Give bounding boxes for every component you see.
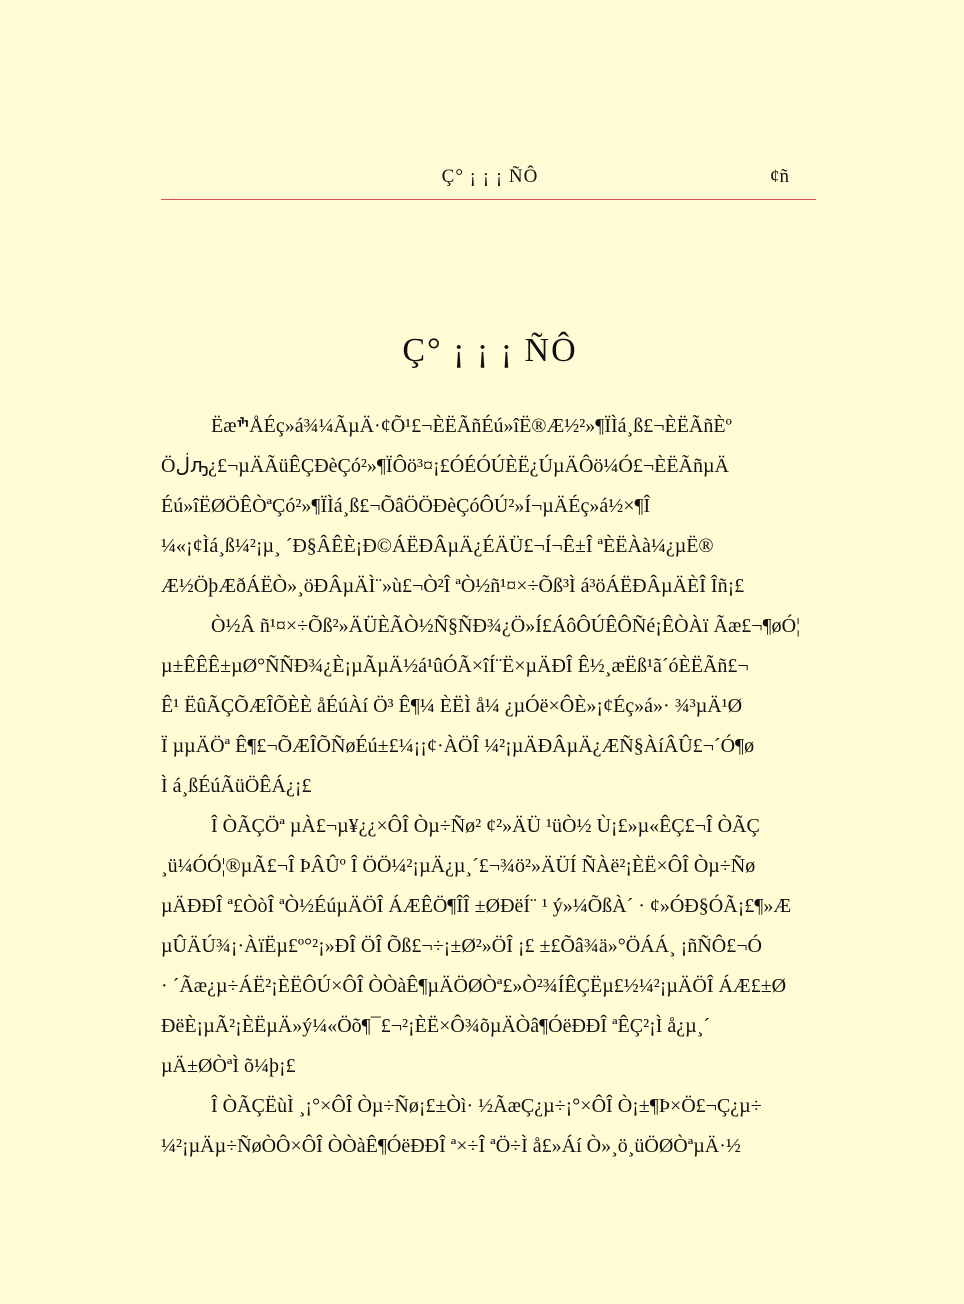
text-line: ¸ü¼ÓÓ¦®µÃ£¬Î ÞÂÛº Î ÖÖ¼²¡µÄ¿µ¸´£¬¾ö²»ÄÜÍ ÑÀë²¡ÈË×ÔÎ Òµ÷Ñø — [161, 855, 756, 877]
paragraph-3 — [161, 806, 821, 1086]
page-number: ¢ñ — [770, 166, 789, 187]
text-line: Î ÒÃÇËùÌ ¸¡°×ÔÎ Òµ÷Ñø¡£±Òì· ½ÃæÇ¿µ÷¡°×ÔÎ Ò¡±¶Þ×Ö£¬Ç¿µ÷ — [211, 1095, 762, 1117]
text-line: Ì á¸ßÉúÃüÖÊÁ¿¡£ — [161, 775, 312, 797]
text-line: µ±ÊÊÊ±µØ°ÑÑÐ¾¿È¡µÃµÄ½á¹ûÓÃ×îÍ¨Ë×µÄÐÎ Ê½¸æËß¹ã´óÈËÃñ£¬ — [161, 655, 749, 677]
text-line: ¼«¡¢Ìá¸ß¼²¡µ¸ ´Ð§ÂÊÈ¡Ð©ÁËÐÂµÄ¿ÉÄÜ£¬Í¬Ê±Î ªÈËÀà¼¿µË® — [161, 535, 714, 557]
chapter-title: Ç° ¡ ¡ ¡ ÑÔ — [402, 332, 578, 369]
text-line: Î ÒÃÇÖª µÀ£¬µ¥¿¿×ÔÎ Òµ÷Ñø² ¢²»ÄÜ ¹üÒ½ Ù¡£»µ«ÊÇ£¬Î ÒÃÇ — [211, 815, 760, 837]
paragraph-4 — [161, 1086, 821, 1166]
text-line: Ò½Â ñ¹¤×÷Õß²»ÄÜÈÃÒ½Ñ§ÑÐ¾¿Ö»Í£ÁôÔÚÊÔÑé¡ÊÒÀï Ãæ£¬¶øÓ¦ — [211, 615, 801, 637]
header-rule — [161, 199, 816, 200]
text-line: µÄ±ØÒªÌ õ¼þ¡£ — [161, 1055, 296, 1077]
text-line: · ´Ãæ¿µ÷ÁË²¡ÈËÔÚ×ÔÎ ÒÒàÊ¶µÄÖØÒª£»Ò²¾ÍÊÇËµ£½¼²¡µÄÖÎ ÁÆ£±Ø — [161, 975, 787, 997]
paragraph-2 — [161, 606, 821, 806]
paragraph-1 — [161, 406, 821, 606]
text-line: ¼²¡µÄµ÷ÑøÒÔ×ÔÎ ÒÒàÊ¶ÓëÐÐÎ ª×÷Î ªÖ÷Ì å£»Áí Ò»¸ö¸üÖØÒªµÄ·½ — [161, 1135, 741, 1157]
running-header-title: Ç° ¡ ¡ ¡ ÑÔ — [441, 166, 539, 187]
text-line: Æ½ÖþÆðÁËÒ»¸öÐÂµÄÌ¨»ù£¬Ò²Î ªÒ½ñ¹¤×÷Õß³Ì á³öÁËÐÂµÄÈÎ Îñ¡£ — [161, 575, 745, 597]
text-line: ÐëÈ¡µÃ²¡ÈËµÄ»ý¼«Öõ¶¯£¬²¡ÈË×Ô¾õµÄÒâ¶ÓëÐÐÎ ªÊÇ²¡Ì å¿µ¸´ — [161, 1015, 711, 1037]
text-line: µÄÐÐÎ ª£ÒòÎ ªÒ½ÉúµÄÖÎ ÁÆÊÖ¶ÎÎ ±ØÐëÍ¨ ¹ ý»¼ÕßÀ´ · ¢»ÓÐ§ÓÃ¡£¶»Æ — [161, 895, 792, 917]
text-line: Éú»îËØÖÊÒªÇó²»¶ÏÌá¸ß£¬ÕâÖÖÐèÇóÔÚ²»Í¬µÄÉç»á½×¶Î — [161, 495, 651, 517]
text-line: Ï µµÄÖª Ê¶£¬ÕÆÎÕÑøÉú±£¼¡¡¢·ÀÖÎ ¼²¡µÄÐÂµÄ¿ÆÑ§ÀíÂÛ£¬´Ó¶ø — [161, 735, 755, 757]
body-text — [161, 406, 821, 1166]
text-line: ËæׯÅÉç»á¾¼ÃµÄ·¢Õ¹£¬ÈËÃñÉú»îË®Æ½²»¶ÏÌá¸ß£¬ÈËÃñÈº — [211, 415, 732, 437]
text-line: Ê¹ ËûÃÇÕÆÎÕÈÈ åÉúÀí Ö³ Ê¶¼ ÈËÌ å¼ ¿µÓë×ÔÈ»¡¢Éç»á»· ¾³µÄ¹Ø — [161, 695, 743, 717]
text-line: Öڶԡ¿£¬µÄÃüÊÇÐèÇó²»¶ÏÔö³¤¡£ÓÉÓÚÈË¿ÚµÄÔö¼Ó£¬ÈËÃñµÄ — [161, 455, 729, 477]
text-line: µÛÄÚ¾¡·ÀïËµ£º°²¡»ÐÎ ÖÎ Õß£¬÷¡±Ø²»ÖÎ ¡£ ±£Õâ¾ä»°ÖÁÁ¸ ¡ñÑÔ£¬Ó — [161, 935, 762, 957]
